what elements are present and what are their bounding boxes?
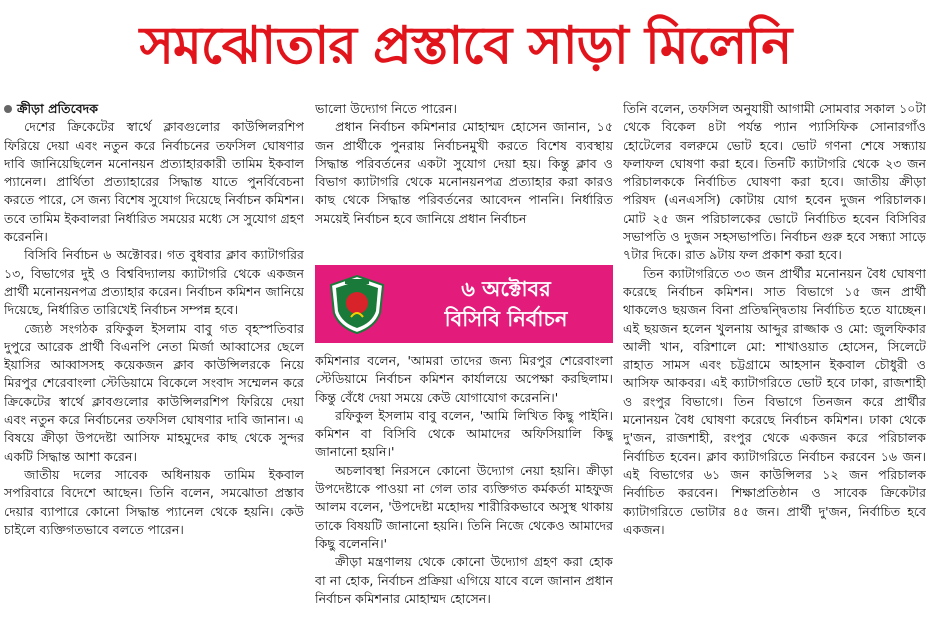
paragraph: অচলাবস্থা নিরসনে কোনো উদ্যোগ নেয়া হয়নি। ক্রীড়া উপদেষ্টাকে পাওয়া না গেল তার ব্যক্তিগত কর্মকর্তা মাহফুজ আলম বলেন, 'উপদেষ্টা মহোদয় শারীরিকভাবে অসুস্থ থাকায় তাকে বিষয়টি জানানো হয়নি। তিনি নিজে থেকেও আমাদের কিছু বলেননি।' (315, 462, 613, 551)
banner-text (399, 274, 613, 334)
paragraph: জাতীয় দলের সাবেক অধিনায়ক তামিম ইকবাল সপরিবারে বিদেশে আছেন। তিনি বলেন, সমঝোতা প্রস্তাব দেয়ার ব্যাপারে কোনো সিদ্ধান্ত প্যানেল থেকে হয়নি। কেউ চাইলে ব্যক্তিগতভাবে বলতে পারেন। (4, 466, 304, 537)
headline: সমঝোতার প্রস্তাবে সাড়া মিলেনি (139, 16, 792, 76)
byline (4, 100, 304, 118)
article-column-1 (4, 100, 304, 641)
election-banner (315, 265, 613, 343)
article-column-2 (315, 100, 613, 641)
paragraph: বিসিবি নির্বাচন ৬ অক্টোবর। গত বুধবার ক্লাব ক্যাটাগরির ১৩, বিভাগের দুই ও বিশ্ববিদ্যালয় ক্যাটাগরি থেকে একজন প্রার্থী মনোনয়নপত্র প্রত্যাহার করেন। নির্বাচন কমিশন জানিয়ে দিয়েছে, নির্ধারিত তারিখেই নির্বাচন সম্পন্ন হবে। (4, 247, 304, 318)
paragraph: তিনি বলেন, তফসিল অনুযায়ী আগামী সোমবার সকাল ১০টা থেকে বিকেল ৪টা পর্যন্ত প্যান প্যাসিফিক সোনারগাঁও হোটেলের বলরুমে ভোট হবে। ভোট গণনা শেষে সন্ধ্যায় ফলাফল ঘোষণা করা হবে। তিনটি ক্যাটাগরি থেকে ২৩ জন পরিচালককে নির্বাচিত ঘোষণা করা হবে। জাতীয় ক্রীড়া পরিষদ (এনএসসি) কোটায় যোগ হবেন দুজন পরিচালক। মোট ২৫ জন পরিচালকের ভোটে নির্বাচিত হবেন বিসিবির সভাপতি ও দুজন সহসভাপতি। নির্বাচন গুরু হবে সন্ধ্যা সাড়ে ৭টার দিকে। রাত ৯টায় ফল প্রকাশ করা হবে। (623, 101, 926, 263)
paragraph: জ্যেষ্ঠ সংগঠক রফিকুল ইসলাম বাবু গত বৃহস্পতিবার দুপুরে আরেক প্রার্থী বিএনপি নেতা মির্জা আব্বাসের ছেলে ইয়াসির আব্বাসসহ কয়েকজন ক্লাব কাউন্সিলরকে নিয়ে মিরপুর শেরেবাংলা স্টেডিয়ামে বিকেলে সংবাদ সম্মেলন করে ক্রিকেটের স্বার্থে ক্লাবগুলোর কাউন্সিলরশিপ ফিরিয়ে দেয়া এবং নতুন করে নির্বাচনের তফসিল ঘোষণার দাবি জানান। এ বিষয়ে ক্রীড়া উপদেষ্টা আসিফ মাহমুদের কাছ থেকে সুন্দর একটি সিদ্ধান্ত আশা করেন। (4, 320, 304, 464)
article-column-3 (623, 100, 926, 641)
bullet-icon (4, 105, 12, 113)
column-2-bottom (315, 352, 613, 608)
banner-title: বিসিবি নির্বাচন (444, 307, 568, 331)
paragraph: কমিশনার বলেন, 'আমরা তাদের জন্য মিরপুর শেরেবাংলা স্টেডিয়ামে নির্বাচন কমিশন কার্যালয়ে অপেক্ষা করছিলাম। কিন্তু বেঁধে দেয়া সময়ে কেউ যোগাযোগ করেননি।' (315, 353, 613, 405)
paragraph: রফিকুল ইসলাম বাবু বলেন, 'আমি লিখিত কিছু পাইনি। কমিশন বা বিসিবি থেকে আমাদের অফিসিয়ালি কিছু জানানো হয়নি।' (315, 407, 613, 460)
paragraph: দেশের ক্রিকেটের স্বার্থে ক্লাবগুলোর কাউন্সিলরশিপ ফিরিয়ে দেয়া এবং নতুন করে নির্বাচনের তফসিল ঘোষণার দাবি জানিয়েছিলেন মনোনয়ন প্রত্যাহারকারী তামিম ইকবাল প্যানেল। প্রার্থিতা প্রত্যাহারের সিদ্ধান্ত যাতে পুনর্বিবেচনা করতে পারে, সে জন্য বিশেষ সুযোগ দিয়েছে নির্বাচন কমিশন। তবে তামিম ইকবালরা নির্ধারিত সময়ের মধ্যে সে সুযোগ গ্রহণ করেননি। (4, 119, 304, 245)
column-2-top (315, 100, 613, 257)
bcb-logo-icon (315, 265, 399, 343)
paragraph: ক্রীড়া মন্ত্রণালয় থেকে কোনো উদ্যোগ গ্রহণ করা হোক বা না হোক, নির্বাচন প্রক্রিয়া এগিয়ে যাবে বলে জানান প্রধান নির্বাচন কমিশনার মোহাম্মদ হোসেন। (315, 554, 613, 606)
paragraph: তিন ক্যাটাগরিতে ৩৩ জন প্রার্থীর মনোনয়ন বৈধ ঘোষণা করেছে নির্বাচন কমিশন। সাত বিভাগে ১৫ জন প্রার্থী থাকলেও ছয়জন বিনা প্রতিদ্বন্দ্বিতায় নির্বাচিত হতে যাচ্ছেন। এই ছয়জন হলেন খুলনায় আব্দুর রাজ্জাক ও মো: জুলফিকার আলী খান, বরিশালে মো: শাখাওয়াত হোসেন, সিলেটে রাহাত সামস এবং চট্টগ্রামে আহসান ইকবাল চৌধুরী ও আসিফ আকবর। এই ক্যাটাগরিতে ভোট হবে ঢাকা, রাজশাহী ও রংপুর বিভাগে। তিন বিভাগে তিনজন করে প্রার্থীর মনোনয়ন বৈধ ঘোষণা করেছে নির্বাচন কমিশন। ঢাকা থেকে দু'জন, রাজশাহী, রংপুর থেকে একজন করে পরিচালক নির্বাচিত হবেন। ক্লাব ক্যাটাগরিতে নির্বাচন করবেন ১৬ জন। এই বিভাগের ৬১ জন কাউন্সিলর ১২ জন পরিচালক নির্বাচিত করবেন। শিক্ষাপ্রতিষ্ঠান ও সাবেক ক্রিকেটার ক্যাটাগরিতে ভোটার ৪৫ জন। প্রার্থী দু'জন, নির্বাচিত হবে একজন। (623, 265, 926, 537)
paragraph: প্রধান নির্বাচন কমিশনার মোহাম্মদ হোসেন জানান, ১৫ জন প্রার্থীকে পুনরায় নির্বাচনমুখী করতে বিশেষ ব্যবস্থায় সিদ্ধান্ত পরিবর্তনের একটা সুযোগ দেয়া হয়। কিন্তু ক্লাব ও বিভাগ ক্যাটাগরি থেকে মনোনয়নপত্র প্রত্যাহার করা কারও কাছ থেকে সিদ্ধান্ত পরিবর্তনের আবেদন পাননি। নির্ধারিত সময়েই নির্বাচন হবে জানিয়ে প্রধান নির্বাচন (315, 119, 613, 226)
paragraph: ভালো উদ্যোগ নিতে পারেন। (315, 101, 458, 116)
byline-text: ক্রীড়া প্রতিবেদক (17, 101, 99, 116)
banner-date: ৬ অক্টোবর (461, 277, 551, 301)
